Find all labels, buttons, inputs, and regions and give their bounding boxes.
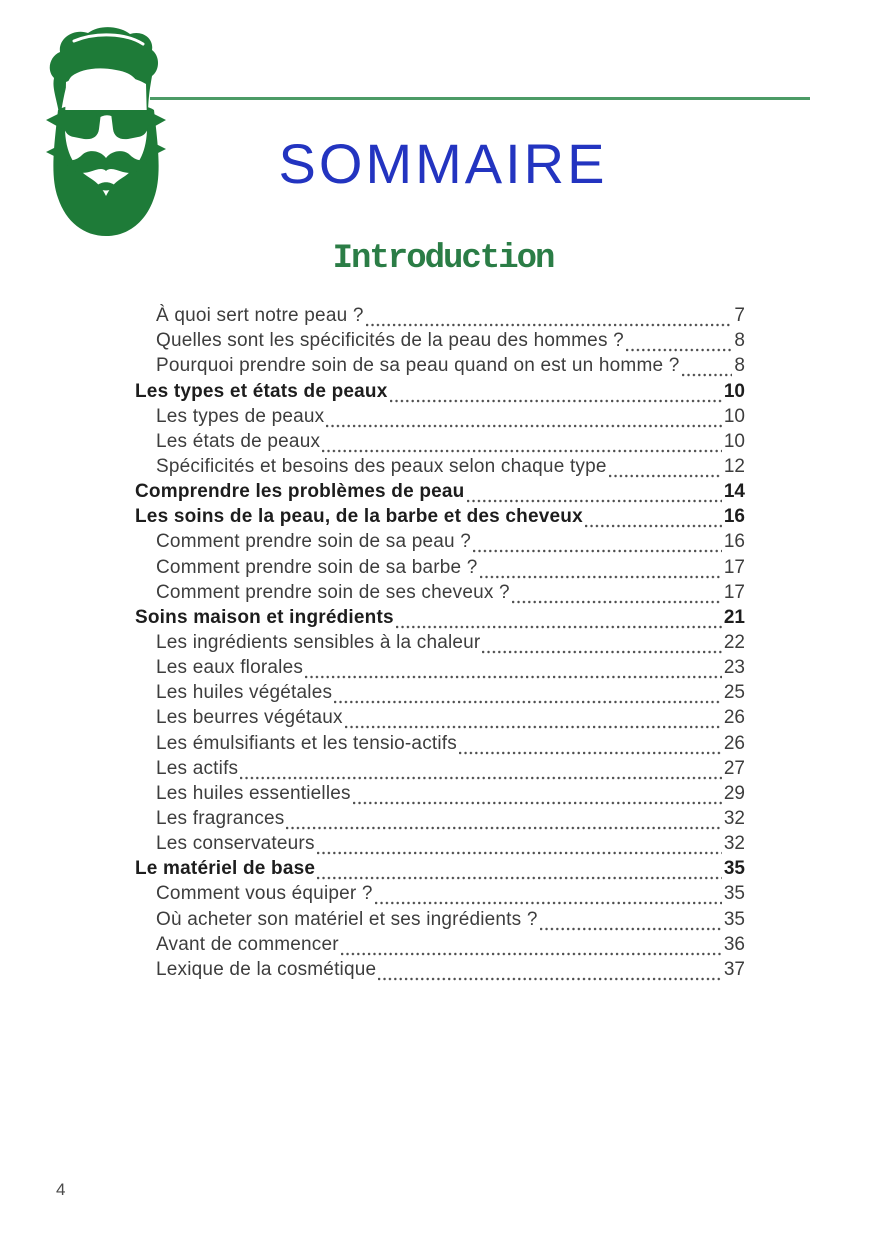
toc-entry-label: Soins maison et ingrédients	[135, 606, 394, 628]
toc-entry-page-number: 35	[723, 858, 745, 880]
toc-entry[interactable]	[135, 453, 745, 478]
toc-entry-label: Les soins de la peau, de la barbe et des cheveux	[135, 506, 583, 528]
dotted-leader	[482, 647, 721, 654]
toc-entry-label: Spécificités et besoins des peaux selon chaque type	[156, 455, 607, 477]
toc-entry-page-number: 22	[723, 631, 745, 653]
toc-entry-page-number: 12	[723, 455, 745, 477]
toc-entry[interactable]	[135, 905, 745, 930]
toc-entry[interactable]	[135, 830, 745, 855]
toc-entry[interactable]	[135, 503, 745, 528]
dotted-leader	[326, 421, 721, 428]
toc-entry-page-number: 25	[723, 682, 745, 704]
toc-entry-page-number: 7	[734, 305, 745, 327]
toc-entry-page-number: 17	[723, 581, 745, 603]
toc-entry[interactable]	[135, 755, 745, 780]
toc-entry[interactable]	[135, 931, 745, 956]
dotted-leader	[682, 370, 733, 377]
dotted-leader	[378, 974, 722, 981]
toc-entry-page-number: 26	[723, 732, 745, 754]
toc-entry-label: Avant de commencer	[156, 933, 339, 955]
toc-entry-page-number: 23	[723, 657, 745, 679]
toc-entry[interactable]	[135, 352, 745, 377]
toc-entry-label: Pourquoi prendre soin de sa peau quand on est un homme ?	[156, 355, 680, 377]
toc-entry[interactable]	[135, 604, 745, 629]
dotted-leader	[473, 546, 722, 553]
toc-list	[135, 302, 745, 981]
dotted-leader	[467, 496, 722, 503]
toc-entry[interactable]	[135, 654, 745, 679]
toc-entry-label: Les ingrédients sensibles à la chaleur	[156, 631, 481, 653]
toc-entry-page-number: 10	[723, 380, 745, 402]
toc-entry-label: Les actifs	[156, 757, 239, 779]
toc-entry-page-number: 16	[723, 531, 745, 553]
toc-entry-page-number: 35	[723, 883, 745, 905]
toc-entry-page-number: 10	[723, 405, 745, 427]
toc-entry-page-number: 21	[723, 606, 745, 628]
dotted-leader	[334, 697, 722, 704]
toc-entry-label: Comment prendre soin de ses cheveux ?	[156, 581, 510, 603]
toc-entry[interactable]	[135, 629, 745, 654]
section-title-introduction: Introduction	[332, 240, 554, 278]
dotted-leader	[626, 345, 733, 352]
toc-entry-label: Où acheter son matériel et ses ingrédients ?	[156, 908, 538, 930]
toc-entry-page-number: 16	[723, 506, 745, 528]
toc-entry[interactable]	[135, 729, 745, 754]
toc-entry[interactable]	[135, 377, 745, 402]
dotted-leader	[396, 622, 722, 629]
toc-entry-label: Le matériel de base	[135, 858, 316, 880]
toc-entry-page-number: 26	[723, 707, 745, 729]
toc-entry-page-number: 32	[723, 833, 745, 855]
toc-entry-page-number: 14	[723, 481, 745, 503]
toc-entry-label: Les conservateurs	[156, 833, 315, 855]
toc-entry-label: Les huiles végétales	[156, 682, 333, 704]
toc-entry[interactable]	[135, 428, 745, 453]
toc-entry-label: Les états de peaux	[156, 430, 321, 452]
toc-entry[interactable]	[135, 956, 745, 981]
dotted-leader	[540, 924, 722, 931]
dotted-leader	[480, 572, 722, 579]
toc-entry[interactable]	[135, 704, 745, 729]
toc-entry-page-number: 32	[723, 807, 745, 829]
toc-entry-label: Les beurres végétaux	[156, 707, 343, 729]
dotted-leader	[353, 798, 722, 805]
dotted-leader	[512, 597, 722, 604]
dotted-leader	[240, 773, 722, 780]
dotted-leader	[341, 949, 722, 956]
toc-entry[interactable]	[135, 679, 745, 704]
toc-entry-label: Comment prendre soin de sa peau ?	[156, 531, 472, 553]
toc-entry-label: Les huiles essentielles	[156, 782, 351, 804]
dotted-leader	[317, 848, 722, 855]
toc-entry-label: À quoi sert notre peau ?	[156, 305, 364, 327]
toc-entry[interactable]	[135, 302, 745, 327]
toc-entry-label: Comment vous équiper ?	[156, 883, 373, 905]
toc-entry[interactable]	[135, 478, 745, 503]
toc-entry[interactable]	[135, 327, 745, 352]
toc-entry-page-number: 8	[734, 355, 745, 377]
toc-entry-page-number: 29	[723, 782, 745, 804]
toc-entry-page-number: 17	[723, 556, 745, 578]
dotted-leader	[345, 722, 722, 729]
toc-entry-page-number: 37	[723, 958, 745, 980]
header-divider	[150, 97, 810, 100]
toc-entry-label: Lexique de la cosmétique	[156, 958, 377, 980]
toc-entry-label: Les types de peaux	[156, 405, 325, 427]
toc-entry-page-number: 35	[723, 908, 745, 930]
dotted-leader	[286, 823, 721, 830]
toc-entry[interactable]	[135, 855, 745, 880]
toc-entry[interactable]	[135, 880, 745, 905]
dotted-leader	[375, 898, 722, 905]
dotted-leader	[390, 396, 722, 403]
toc-entry[interactable]	[135, 403, 745, 428]
dotted-leader	[459, 748, 722, 755]
toc-entry-page-number: 8	[734, 330, 745, 352]
toc-entry[interactable]	[135, 579, 745, 604]
toc-entry-label: Comprendre les problèmes de peau	[135, 481, 465, 503]
footer-page-number: 4	[56, 1180, 66, 1199]
dotted-leader	[609, 471, 722, 478]
toc-entry[interactable]	[135, 780, 745, 805]
dotted-leader	[322, 446, 722, 453]
toc-entry-label: Les types et états de peaux	[135, 380, 388, 402]
toc-entry-label: Les eaux florales	[156, 657, 304, 679]
toc-entry-label: Les émulsifiants et les tensio-actifs	[156, 732, 457, 754]
toc-entry[interactable]	[135, 528, 745, 553]
dotted-leader	[317, 873, 722, 880]
toc-entry-page-number: 27	[723, 757, 745, 779]
page-title: SOMMAIRE	[278, 132, 608, 195]
dotted-leader	[585, 521, 722, 528]
dotted-leader	[305, 672, 722, 679]
toc-entry[interactable]	[135, 805, 745, 830]
bearded-man-logo-icon	[44, 26, 168, 240]
toc-entry-label: Quelles sont les spécificités de la peau des hommes ?	[156, 330, 624, 352]
toc-entry[interactable]	[135, 553, 745, 578]
dotted-leader	[366, 320, 733, 327]
toc-entry-page-number: 10	[723, 430, 745, 452]
toc-entry-page-number: 36	[723, 933, 745, 955]
toc-entry-label: Les fragrances	[156, 807, 285, 829]
toc-entry-label: Comment prendre soin de sa barbe ?	[156, 556, 478, 578]
